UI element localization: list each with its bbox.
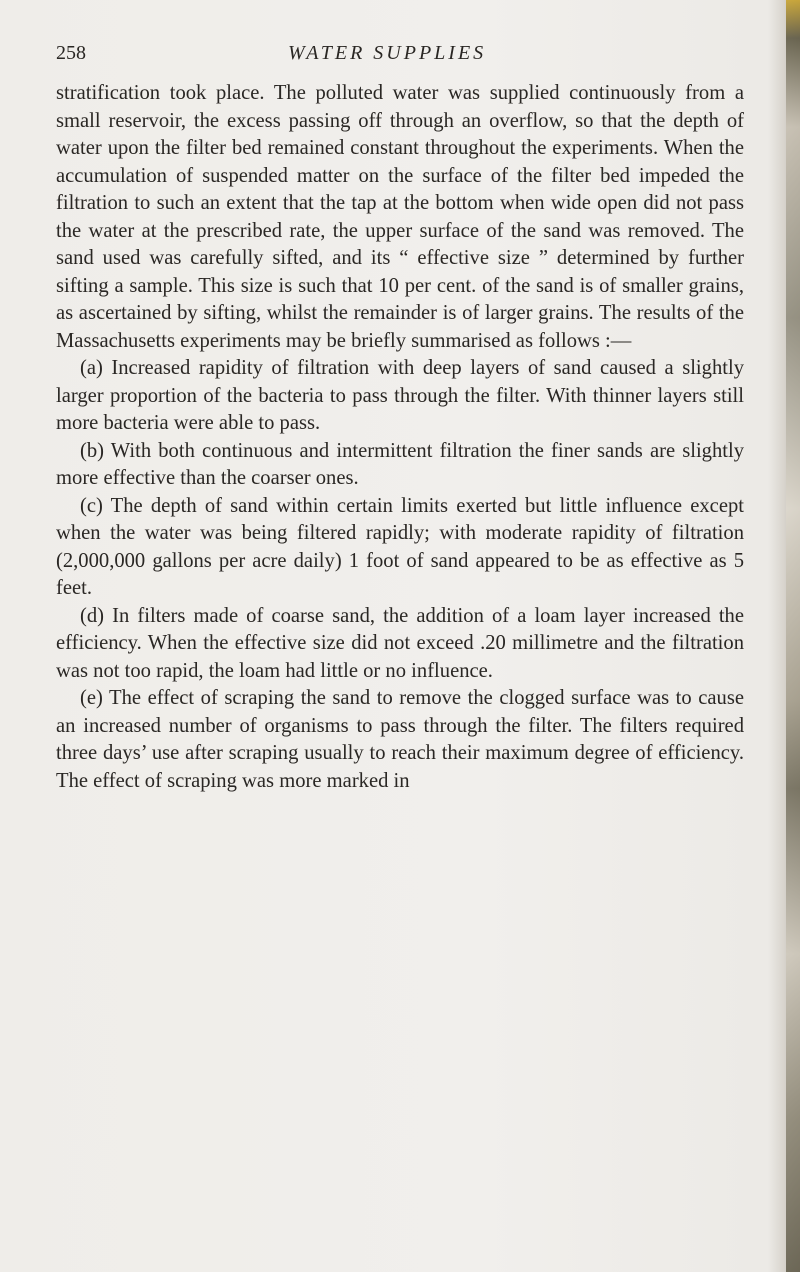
list-item-b: (b) With both continuous and intermittent filtration the finer sands are slightly more effective than the coarser ones. (56, 439, 744, 489)
list-item-d: (d) In filters made of coarse sand, the addition of a loam layer increased the efficiency. When the effective size did not exceed .20 millimetre and the filtration was not too rapid, the loam had little or no influence. (56, 604, 744, 682)
body-text (56, 80, 744, 795)
page-header (56, 42, 746, 78)
paragraph-intro: stratification took place. The polluted water was supplied continuously from a small reservoir, the excess passing off through an overflow, so that the depth of water upon the filter bed remained constant throughout the experiments. When the accumulation of suspended matter on the surface of the filter bed impeded the filtration to such an extent that the tap at the bottom when wide open did not pass the water at the prescribed rate, the upper surface of the sand was removed. The sand used was carefully sifted, and its “ effective size ” determined by further sifting a sample. This size is such that 10 per cent. of the sand is of smaller grains, as ascertained by sifting, whilst the remainder is of larger grains. The results of the Massachusetts experiments may be briefly summarised as follows :— (56, 82, 744, 352)
list-item-e: (e) The effect of scraping the sand to remove the clogged surface was to cause an increased number of organisms to pass through the filter. The filters required three days’ use after scraping usually to reach their maximum degree of efficiency. The effect of scraping was more marked in (56, 687, 744, 792)
list-item-a: (a) Increased rapidity of filtration with deep layers of sand caused a slightly larger proportion of the bacteria to pass through the filter. With thinner layers still more bacteria were able to pass. (56, 357, 744, 434)
list-item-c: (c) The depth of sand within certain limits exerted but little influence except when the water was being filtered rapidly; with moderate rapidity of filtration (2,000,000 gallons per acre daily) 1 foot of sand appeared to be as effective as 5 feet. (56, 494, 744, 599)
running-head: WATER SUPPLIES (288, 42, 487, 64)
page-edge (786, 0, 800, 1272)
page-number: 258 (56, 42, 86, 64)
